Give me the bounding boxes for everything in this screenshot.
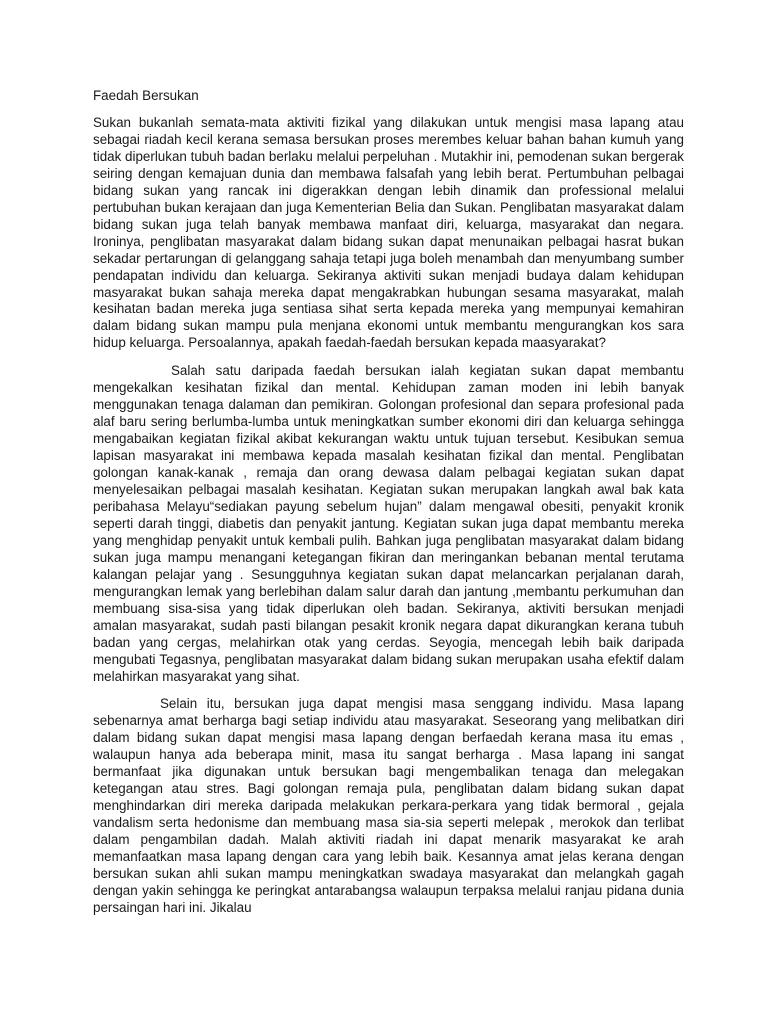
document-title: Faedah Bersukan: [93, 88, 199, 103]
paragraph-introduction: Sukan bukanlah semata-mata aktiviti fizikal yang dilakukan untuk mengisi masa lapang atau sebagai riadah kecil kerana semasa bersukan proses merembes keluar bahan bahan kumuh yang tidak diperlukan tubuh badan berlaku melalui perpeluhan . Mutakhir ini, pemodenan sukan bergerak seiring dengan kemajuan dunia dan membawa falsafah yang lebih berat. Pertumbuhan pelbagai bidang sukan yang rancak ini digerakkan dengan lebih dinamik dan professional melalui pertubuhan bukan kerajaan dan juga Kementerian Belia dan Sukan. Penglibatan masyarakat dalam bidang sukan juga telah banyak membawa manfaat diri, keluarga, masyarakat dan negara. Ironinya, penglibatan masyarakat dalam bidang sukan dapat menunaikan pelbagai hasrat bukan sekadar pertarungan di gelanggang sahaja tetapi juga boleh menambah dan menyumbang sumber pendapatan individu dan keluarga. Sekiranya aktiviti sukan menjadi budaya dalam kehidupan masyarakat bukan sahaja mereka dapat mengakrabkan hubungan sesama masyarakat, malah kesihatan badan mereka juga sentiasa sihat serta kepada mereka yang mempunyai kemahiran dalam bidang sukan mampu pula menjana ekonomi untuk membantu mengurangkan kos sara hidup keluarga. Persoalannya, apakah faedah-faedah bersukan kepada maasyarakat?: [93, 115, 684, 351]
paragraph-leisure-time: Selain itu, bersukan juga dapat mengisi masa senggang individu. Masa lapang sebenarnya amat berharga bagi setiap individu atau masyarakat. Seseorang yang melibatkan diri dalam bidang sukan dapat mengisi masa lapang dengan berfaedah kerana masa itu emas , walaupun hanya ada beberapa minit, masa itu sangat berharga . Masa lapang ini sangat bermanfaat jika digunakan untuk bersukan bagi mengembalikan tenaga dan melegakan ketegangan atau stres. Bagi golongan remaja pula, penglibatan dalam bidang sukan dapat menghindarkan diri mereka daripada melakukan perkara-perkara yang tidak bermoral , gejala vandalism serta hedonisme dan membuang masa sia-sia seperti melepak , merokok dan terlibat dalam pengambilan dadah. Malah aktiviti riadah ini dapat menarik masyarakat ke arah memanfaatkan masa lapang dengan cara yang lebih baik. Kesannya amat jelas kerana dengan bersukan sukan ahli sukan mampu meningkatkan swadaya masyarakat dan melangkah gagah dengan yakin sehingga ke peringkat antarabangsa walaupun terpaksa melalui ranjau pidana dunia persaingan hari ini. Jikalau: [93, 696, 684, 915]
paragraph-health-benefits: Salah satu daripada faedah bersukan ialah kegiatan sukan dapat membantu mengekalkan kesihatan fizikal dan mental. Kehidupan zaman moden ini lebih banyak menggunakan tenaga dalaman dan pemikiran. Golongan profesional dan separa profesional pada alaf baru sering berlumba-lumba untuk meningkatkan sumber ekonomi diri dan keluarga sehingga mengabaikan kegiatan fizikal akibat kekurangan waktu untuk tujuan tersebut. Kesibukan semua lapisan masyarakat ini membawa kepada masalah kesihatan fizikal dan mental. Penglibatan golongan kanak-kanak , remaja dan orang dewasa dalam pelbagai kegiatan sukan dapat menyelesaikan pelbagai masalah kesihatan. Kegiatan sukan merupakan langkah awal bak kata peribahasa Melayu“sediakan payung sebelum hujan” dalam mengawal obesiti, penyakit kronik seperti darah tinggi, diabetis dan penyakit jantung. Kegiatan sukan juga dapat membantu mereka yang menghidap penyakit untuk kembali pulih. Bahkan juga penglibatan masyarakat dalam bidang sukan juga mampu menangani ketegangan fikiran dan meringankan bebanan mental terutama kalangan pelajar yang . Sesungguhnya kegiatan sukan dapat melancarkan perjalanan darah, mengurangkan lemak yang berlebihan dalam salur darah dan jantung ,membantu perkumuhan dan membuang sisa-sisa yang tidak diperlukan oleh badan. Sekiranya, aktiviti bersukan menjadi amalan masyarakat, sudah pasti bilangan pesakit kronik negara dapat dikurangkan kerana tubuh badan yang cergas, melahirkan otak yang cerdas. Seyogia, mencegah lebih baik daripada mengubati Tegasnya, penglibatan masyarakat dalam bidang sukan merupakan usaha efektif dalam melahirkan masyarakat yang sihat.: [93, 363, 684, 684]
document-page: [93, 87, 684, 928]
